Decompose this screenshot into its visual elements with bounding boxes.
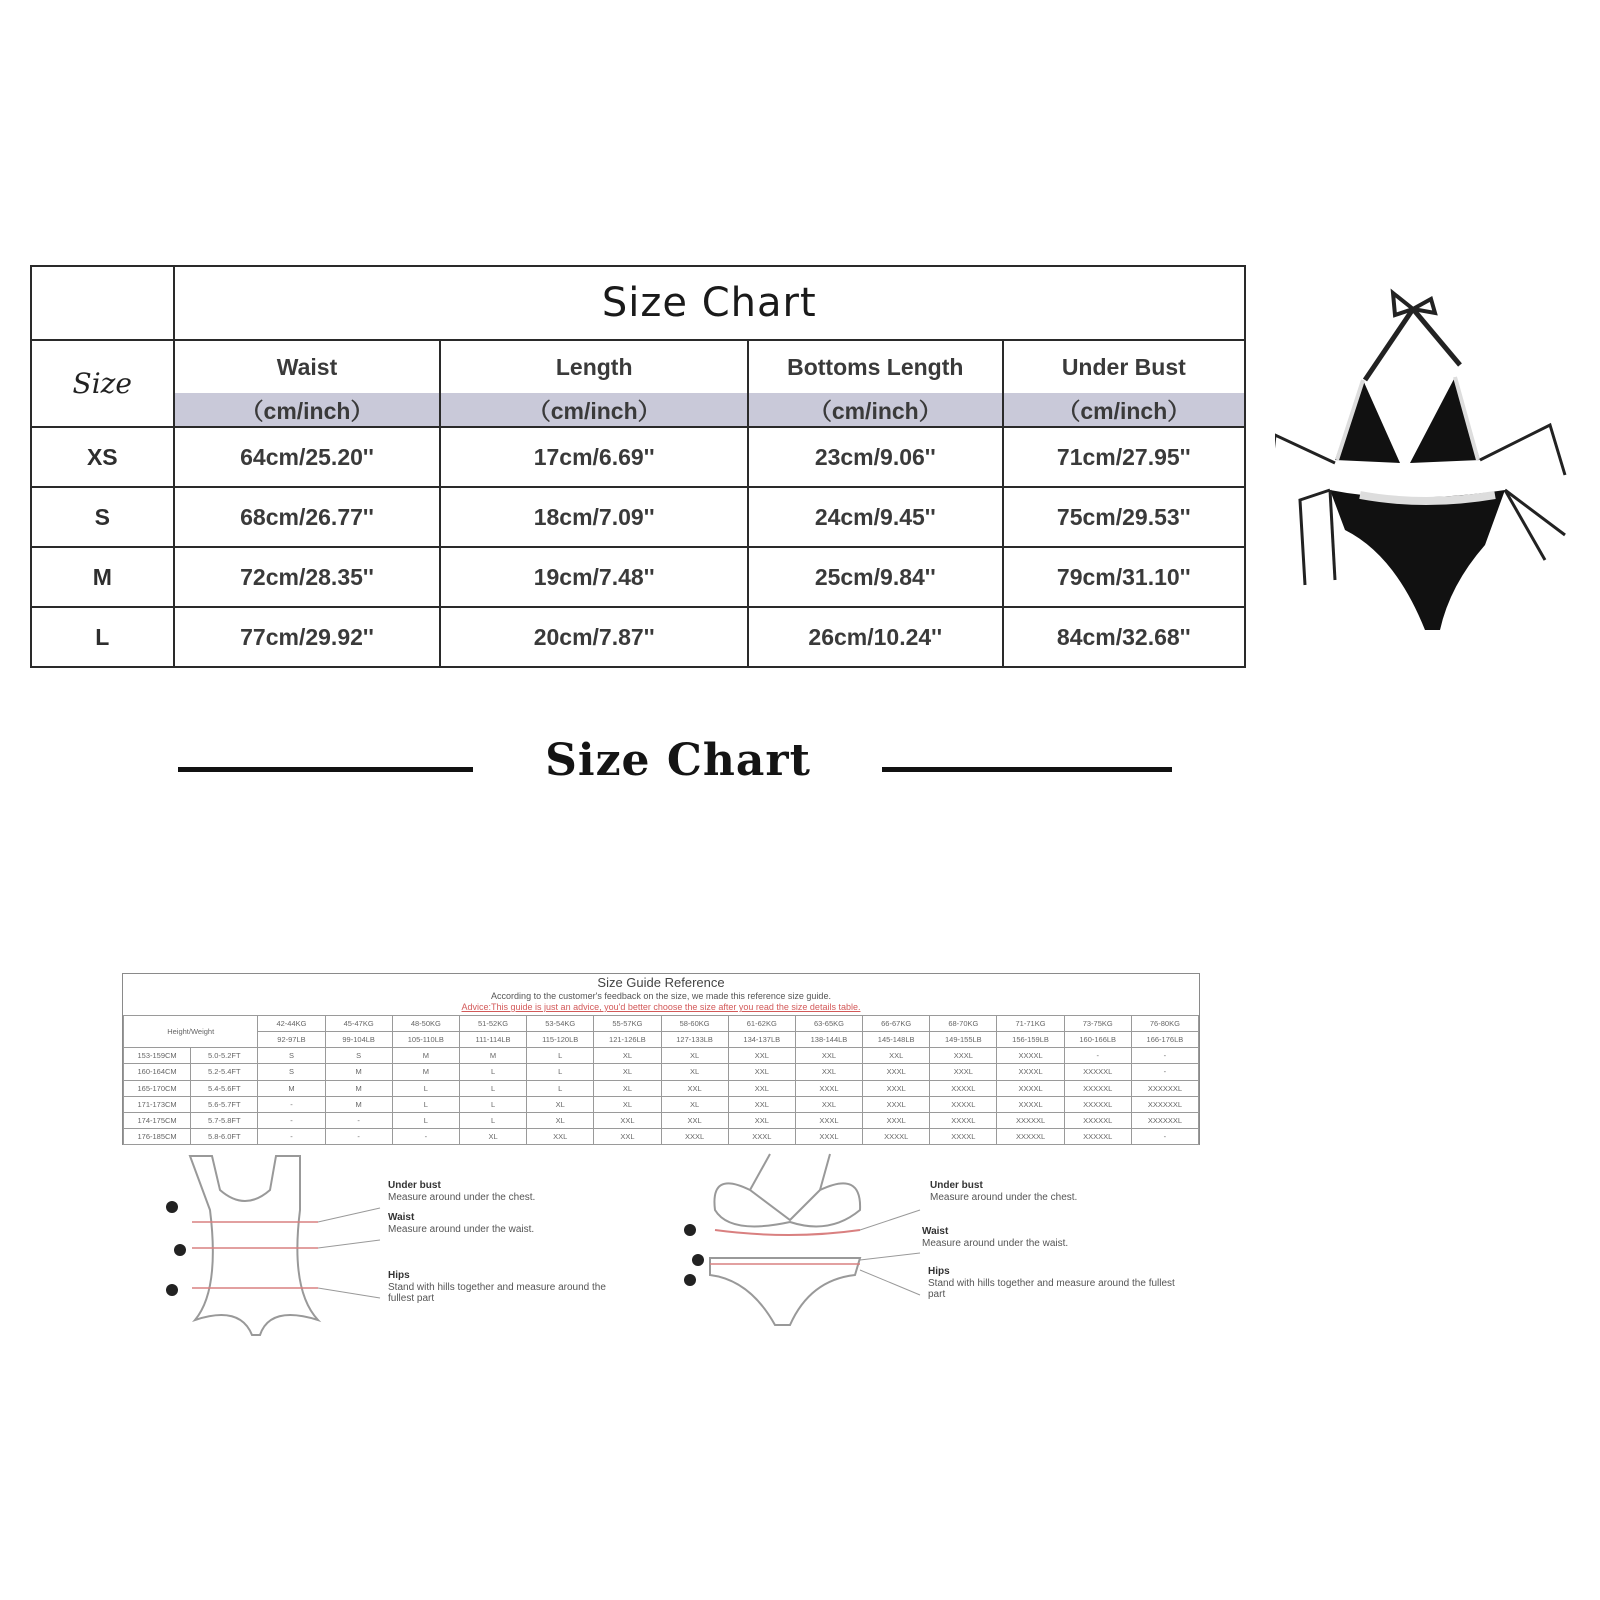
guide-size-cell: -	[258, 1096, 325, 1112]
section-heading: Size Chart	[545, 735, 811, 786]
guide-size-cell: XXL	[795, 1064, 862, 1080]
guide-size-cell: XXXXL	[930, 1096, 997, 1112]
guide-size-cell: -	[258, 1112, 325, 1128]
table-row	[31, 607, 1245, 667]
guide-size-cell: M	[392, 1048, 459, 1064]
guide-size-cell: XXXL	[795, 1112, 862, 1128]
table-title: Size Chart	[601, 280, 817, 326]
guide-height-cm: 160-164CM	[124, 1064, 191, 1080]
guide-size-cell: XXXL	[795, 1128, 862, 1144]
guide-size-cell: -	[1131, 1064, 1198, 1080]
guide-weight-kg: 45-47KG	[325, 1016, 392, 1032]
guide-weight-lb: 156-159LB	[997, 1032, 1064, 1048]
guide-advice: Advice:This guide is just an advice, you'd better choose the size after you read the size details table.	[461, 1002, 861, 1012]
guide-height-ft: 5.4-5.6FT	[191, 1080, 258, 1096]
measure-desc: Measure around under the chest.	[930, 1192, 1078, 1203]
guide-row	[124, 1096, 1199, 1112]
guide-title: Size Guide Reference	[597, 975, 725, 990]
guide-size-cell: -	[392, 1128, 459, 1144]
guide-size-cell: M	[392, 1064, 459, 1080]
guide-height-cm: 171-173CM	[124, 1096, 191, 1112]
bikini-bottom-icon	[1300, 490, 1565, 630]
table-cell: 20cm/7.87''	[440, 607, 748, 667]
size-chart-table	[30, 265, 1246, 668]
table-row	[31, 487, 1245, 547]
guide-size-cell: L	[527, 1048, 594, 1064]
guide-row	[124, 1080, 1199, 1096]
guide-size-cell: -	[325, 1128, 392, 1144]
column-header-under-bust: Under Bust	[1003, 340, 1245, 393]
table-cell: 72cm/28.35''	[174, 547, 441, 607]
table-corner	[31, 266, 174, 340]
guide-height-ft: 5.6-5.7FT	[191, 1096, 258, 1112]
guide-weight-kg: 76-80KG	[1131, 1016, 1198, 1032]
measure-label: Under bust	[388, 1180, 441, 1191]
column-header-waist: Waist	[174, 340, 441, 393]
guide-size-cell: XXXXL	[997, 1080, 1064, 1096]
guide-size-cell: L	[527, 1080, 594, 1096]
guide-size-cell: XXXXL	[997, 1048, 1064, 1064]
guide-height-ft: 5.7-5.8FT	[191, 1112, 258, 1128]
guide-weight-kg: 42-44KG	[258, 1016, 325, 1032]
guide-weight-lb: 134-137LB	[728, 1032, 795, 1048]
guide-size-cell: XL	[661, 1048, 728, 1064]
size-cell: S	[31, 487, 174, 547]
table-cell: 84cm/32.68''	[1003, 607, 1245, 667]
table-cell: 77cm/29.92''	[174, 607, 441, 667]
measure-label: Under bust	[930, 1180, 983, 1191]
guide-weight-lb: 92-97LB	[258, 1032, 325, 1048]
guide-height-cm: 174-175CM	[124, 1112, 191, 1128]
guide-size-cell: XL	[594, 1064, 661, 1080]
table-row	[31, 547, 1245, 607]
guide-size-cell: XL	[594, 1048, 661, 1064]
measure-label: Hips	[388, 1270, 410, 1281]
product-photo	[1275, 285, 1595, 645]
guide-size-cell: XXL	[728, 1064, 795, 1080]
guide-weight-kg: 66-67KG	[863, 1016, 930, 1032]
guide-weight-lb: 149-155LB	[930, 1032, 997, 1048]
guide-size-cell: XXXXXL	[1064, 1096, 1131, 1112]
size-guide-reference	[122, 973, 1200, 1145]
guide-size-cell: L	[459, 1064, 526, 1080]
guide-size-cell: XL	[527, 1096, 594, 1112]
guide-weight-lb: 127-133LB	[661, 1032, 728, 1048]
size-header-cell	[31, 340, 174, 427]
heading-rule-right	[882, 767, 1172, 772]
guide-size-cell: M	[459, 1048, 526, 1064]
unit-cell: （cm/inch）	[174, 393, 441, 427]
table-cell: 18cm/7.09''	[440, 487, 748, 547]
guide-size-cell: -	[1131, 1048, 1198, 1064]
guide-size-cell: XXL	[594, 1128, 661, 1144]
guide-header-row	[124, 1032, 1199, 1048]
guide-height-cm: 153-159CM	[124, 1048, 191, 1064]
guide-size-cell: XL	[527, 1112, 594, 1128]
size-cell: L	[31, 607, 174, 667]
table-cell: 71cm/27.95''	[1003, 427, 1245, 487]
guide-weight-kg: 53-54KG	[527, 1016, 594, 1032]
guide-size-cell: XXXXL	[997, 1064, 1064, 1080]
guide-weight-kg: 55-57KG	[594, 1016, 661, 1032]
guide-size-cell: -	[258, 1128, 325, 1144]
guide-weight-kg: 73-75KG	[1064, 1016, 1131, 1032]
table-cell: 19cm/7.48''	[440, 547, 748, 607]
column-header-bottoms-length: Bottoms Length	[748, 340, 1003, 393]
guide-size-cell: XXL	[863, 1048, 930, 1064]
guide-size-cell: XL	[661, 1064, 728, 1080]
guide-size-cell: -	[1131, 1128, 1198, 1144]
guide-size-cell: L	[459, 1096, 526, 1112]
guide-size-cell: XXXXL	[997, 1096, 1064, 1112]
guide-size-cell: XXXXXXL	[1131, 1096, 1198, 1112]
guide-size-cell: XXXL	[863, 1080, 930, 1096]
table-cell: 25cm/9.84''	[748, 547, 1003, 607]
guide-size-cell: S	[325, 1048, 392, 1064]
table-cell: 26cm/10.24''	[748, 607, 1003, 667]
guide-weight-lb: 145-148LB	[863, 1032, 930, 1048]
guide-weight-kg: 58-60KG	[661, 1016, 728, 1032]
guide-height-ft: 5.8-6.0FT	[191, 1128, 258, 1144]
guide-header-row	[124, 1016, 1199, 1032]
measure-label: Hips	[928, 1266, 950, 1277]
guide-size-cell: XXXL	[863, 1096, 930, 1112]
guide-row	[124, 1112, 1199, 1128]
guide-size-cell: XXXXXL	[1064, 1080, 1131, 1096]
guide-table	[123, 1015, 1199, 1145]
guide-size-cell: XXL	[661, 1112, 728, 1128]
measure-desc: Stand with hills together and measure around the fullest part	[388, 1282, 606, 1304]
measure-desc: Stand with hills together and measure around the fullest part	[928, 1278, 1175, 1300]
guide-weight-kg: 48-50KG	[392, 1016, 459, 1032]
column-header-length: Length	[440, 340, 748, 393]
unit-cell: （cm/inch）	[1003, 393, 1245, 427]
table-cell: 23cm/9.06''	[748, 427, 1003, 487]
bikini-top-icon	[1275, 293, 1565, 480]
guide-height-ft: 5.2-5.4FT	[191, 1064, 258, 1080]
guide-weight-kg: 51-52KG	[459, 1016, 526, 1032]
guide-size-cell: XXXXXXL	[1131, 1112, 1198, 1128]
guide-size-cell: XXXXXL	[997, 1112, 1064, 1128]
size-cell: XS	[31, 427, 174, 487]
guide-size-cell: -	[1064, 1048, 1131, 1064]
guide-weight-lb: 166-176LB	[1131, 1032, 1198, 1048]
measurement-diagrams	[150, 1150, 1210, 1350]
guide-size-cell: XXXL	[863, 1112, 930, 1128]
guide-size-cell: S	[258, 1064, 325, 1080]
guide-size-cell: L	[459, 1112, 526, 1128]
guide-weight-kg: 63-65KG	[795, 1016, 862, 1032]
guide-size-cell: -	[325, 1112, 392, 1128]
guide-weight-lb: 160-166LB	[1064, 1032, 1131, 1048]
guide-weight-lb: 138-144LB	[795, 1032, 862, 1048]
guide-weight-lb: 121-126LB	[594, 1032, 661, 1048]
table-cell: 24cm/9.45''	[748, 487, 1003, 547]
guide-row	[124, 1064, 1199, 1080]
guide-size-cell: S	[258, 1048, 325, 1064]
guide-weight-lb: 111-114LB	[459, 1032, 526, 1048]
guide-weight-lb: 115-120LB	[527, 1032, 594, 1048]
guide-size-cell: XXXXL	[930, 1128, 997, 1144]
guide-row	[124, 1128, 1199, 1144]
guide-size-cell: XXXXL	[863, 1128, 930, 1144]
guide-size-cell: L	[392, 1096, 459, 1112]
guide-size-cell: XXXL	[930, 1048, 997, 1064]
guide-size-cell: L	[527, 1064, 594, 1080]
guide-size-cell: XXXXXL	[1064, 1112, 1131, 1128]
guide-height-ft: 5.0-5.2FT	[191, 1048, 258, 1064]
guide-size-cell: XXXXXXL	[1131, 1080, 1198, 1096]
guide-size-cell: XXL	[728, 1096, 795, 1112]
guide-size-cell: M	[325, 1096, 392, 1112]
guide-size-cell: XXL	[795, 1096, 862, 1112]
guide-weight-kg: 71-71KG	[997, 1016, 1064, 1032]
guide-size-cell: L	[459, 1080, 526, 1096]
guide-height-cm: 165-170CM	[124, 1080, 191, 1096]
guide-size-cell: M	[258, 1080, 325, 1096]
guide-size-cell: XL	[594, 1096, 661, 1112]
table-cell: 79cm/31.10''	[1003, 547, 1245, 607]
unit-cell: （cm/inch）	[440, 393, 748, 427]
table-title-cell	[174, 266, 1245, 340]
unit-cell: （cm/inch）	[748, 393, 1003, 427]
guide-weight-lb: 99-104LB	[325, 1032, 392, 1048]
guide-size-cell: XXL	[728, 1080, 795, 1096]
guide-size-cell: L	[392, 1080, 459, 1096]
measure-desc: Measure around under the waist.	[922, 1238, 1069, 1249]
guide-height-cm: 176-185CM	[124, 1128, 191, 1144]
guide-size-cell: XXXL	[795, 1080, 862, 1096]
guide-size-cell: L	[392, 1112, 459, 1128]
guide-size-cell: XXL	[795, 1048, 862, 1064]
guide-size-cell: XL	[661, 1096, 728, 1112]
guide-size-cell: XXXL	[661, 1128, 728, 1144]
guide-size-cell: XL	[594, 1080, 661, 1096]
guide-weight-kg: 68-70KG	[930, 1016, 997, 1032]
guide-row	[124, 1048, 1199, 1064]
guide-size-cell: XXXL	[930, 1064, 997, 1080]
table-cell: 64cm/25.20''	[174, 427, 441, 487]
table-row	[31, 427, 1245, 487]
measure-desc: Measure around under the chest.	[388, 1192, 536, 1203]
heading-rule-left	[178, 767, 473, 772]
measure-desc: Measure around under the waist.	[388, 1224, 535, 1235]
swimsuit-outline-icon	[150, 1150, 1210, 1350]
table-cell: 75cm/29.53''	[1003, 487, 1245, 547]
table-cell: 68cm/26.77''	[174, 487, 441, 547]
guide-size-cell: XXXL	[863, 1064, 930, 1080]
guide-size-cell: XXL	[661, 1080, 728, 1096]
guide-subtitle: According to the customer's feedback on the size, we made this reference size guide.	[491, 991, 831, 1001]
guide-size-cell: XXXXXL	[1064, 1128, 1131, 1144]
size-column-label: Size	[72, 367, 133, 400]
guide-corner-cell: Height/Weight	[124, 1016, 258, 1048]
guide-size-cell: XL	[459, 1128, 526, 1144]
guide-size-cell: XXL	[728, 1048, 795, 1064]
guide-size-cell: XXL	[594, 1112, 661, 1128]
guide-size-cell: M	[325, 1064, 392, 1080]
guide-size-cell: M	[325, 1080, 392, 1096]
measure-label: Waist	[922, 1226, 949, 1237]
measure-label: Waist	[388, 1212, 415, 1223]
guide-size-cell: XXL	[527, 1128, 594, 1144]
guide-size-cell: XXL	[728, 1112, 795, 1128]
guide-weight-lb: 105-110LB	[392, 1032, 459, 1048]
guide-size-cell: XXXXXL	[1064, 1064, 1131, 1080]
table-cell: 17cm/6.69''	[440, 427, 748, 487]
guide-size-cell: XXXL	[728, 1128, 795, 1144]
guide-size-cell: XXXXL	[930, 1112, 997, 1128]
guide-size-cell: XXXXXL	[997, 1128, 1064, 1144]
guide-size-cell: XXXXL	[930, 1080, 997, 1096]
size-cell: M	[31, 547, 174, 607]
guide-weight-kg: 61-62KG	[728, 1016, 795, 1032]
